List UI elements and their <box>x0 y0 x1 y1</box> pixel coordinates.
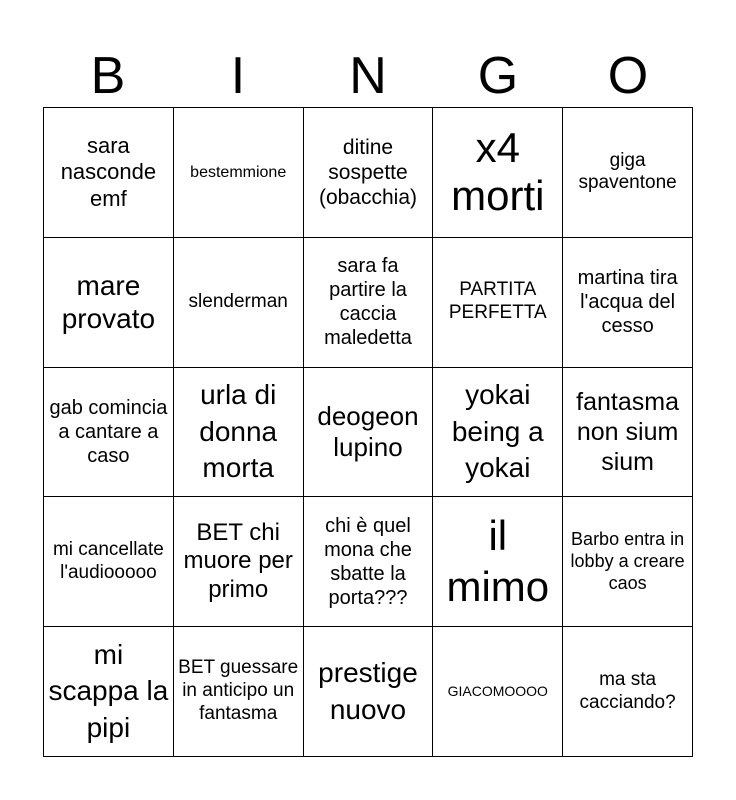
bingo-cell[interactable]: chi è quel mona che sbatte la porta??? <box>304 497 434 627</box>
bingo-grid <box>43 107 693 757</box>
bingo-cell[interactable]: mi scappa la pipi <box>44 627 174 757</box>
bingo-cell[interactable]: slenderman <box>174 238 304 368</box>
bingo-cell[interactable]: bestemmione <box>174 108 304 238</box>
bingo-cell[interactable]: mare provato <box>44 238 174 368</box>
bingo-cell[interactable]: mi cancellate l'audiooooo <box>44 497 174 627</box>
header-letter-b: B <box>90 47 126 105</box>
bingo-cell[interactable]: yokai being a yokai <box>433 368 563 498</box>
bingo-cell[interactable]: il mimo <box>433 497 563 627</box>
bingo-header <box>43 44 693 108</box>
bingo-cell[interactable]: gab comincia a cantare a caso <box>44 368 174 498</box>
header-letter-g: G <box>477 47 519 105</box>
bingo-cell[interactable]: x4 morti <box>433 108 563 238</box>
bingo-cell[interactable]: sara nasconde emf <box>44 108 174 238</box>
bingo-cell[interactable]: BET chi muore per primo <box>174 497 304 627</box>
bingo-cell[interactable]: BET guessare in anticipo un fantasma <box>174 627 304 757</box>
bingo-cell[interactable]: sara fa partire la caccia maledetta <box>304 238 434 368</box>
bingo-cell[interactable]: martina tira l'acqua del cesso <box>563 238 693 368</box>
header-letter-o: O <box>607 47 649 105</box>
header-letter-i: I <box>230 47 246 105</box>
bingo-cell[interactable]: deogeon lupino <box>304 368 434 498</box>
bingo-cell[interactable]: ma sta cacciando? <box>563 627 693 757</box>
bingo-cell[interactable]: PARTITA PERFETTA <box>433 238 563 368</box>
bingo-cell[interactable]: urla di donna morta <box>174 368 304 498</box>
header-letter-n: N <box>349 47 387 105</box>
bingo-cell[interactable]: ditine sospette (obacchia) <box>304 108 434 238</box>
bingo-cell[interactable]: prestige nuovo <box>304 627 434 757</box>
bingo-cell[interactable]: giga spaventone <box>563 108 693 238</box>
bingo-cell[interactable]: fantasma non sium sium <box>563 368 693 498</box>
bingo-cell[interactable]: Barbo entra in lobby a creare caos <box>563 497 693 627</box>
bingo-cell[interactable]: GIACOMOOOO <box>433 627 563 757</box>
